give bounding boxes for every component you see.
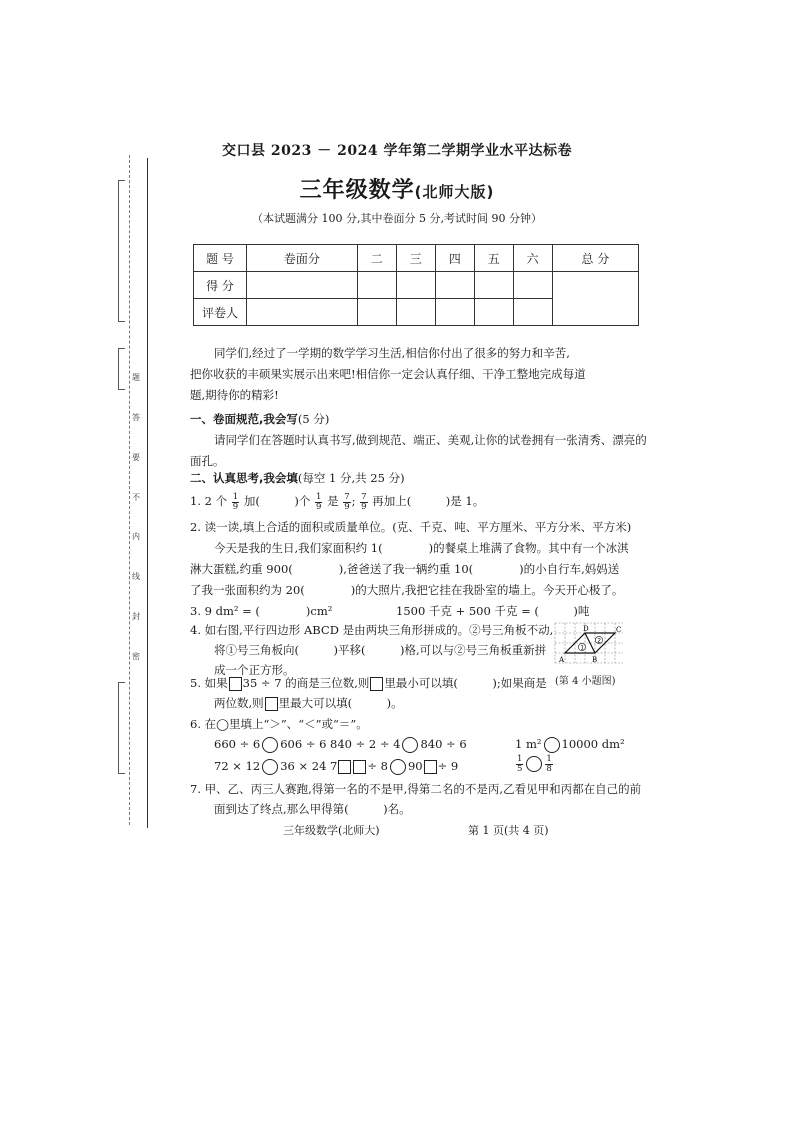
section-title: 二、认真思考,我会填 [190,471,298,485]
expr: 840 ÷ 6 [420,737,467,751]
section-points: (每空 1 分,共 25 分) [297,471,405,485]
question-1 [190,491,484,512]
subject-name: 三年级数学 [299,178,415,203]
seal-char: 封 [132,612,140,622]
table-header-cell: 五 [474,245,513,272]
section-2-heading [190,468,405,489]
table-header-cell: 卷面分 [247,245,358,272]
numerator: 7 [361,491,367,502]
expr: 606 ÷ 6 [280,737,327,751]
numerator: 1 [546,753,552,764]
intro-line: 题,期待你的精彩! [190,388,279,402]
denominator: 9 [344,501,350,512]
fraction [516,755,523,774]
q1-text: 加( )个 [243,494,311,508]
question-2-line: 淋大蛋糕,约重 900( ),爸爸送了我一辆约重 10( )的小自行车,妈妈送 [190,562,620,576]
table-header-cell: 总 分 [552,245,638,272]
seal-char: 内 [132,532,140,542]
expr: 72 × 12 [214,759,261,773]
q5-text: 里最小可以填( );如果商是 [384,676,547,690]
section-1-text: 面孔。 [190,454,225,468]
expr: 840 ÷ 2 ÷ 4 [330,737,401,751]
footer-subject: 三年级数学(北师大) [283,824,380,837]
expr: 7 [330,759,338,773]
compare-circle[interactable] [262,759,278,775]
section-1-heading [190,409,329,430]
label-b: B [592,656,598,664]
blank-box[interactable] [424,760,437,774]
score-cell[interactable] [357,272,396,299]
q5-text: 35 ÷ 7 的商是三位数,则 [242,676,370,690]
grader-cell[interactable] [247,299,358,326]
row-label: 得 分 [194,272,247,299]
score-cell[interactable] [247,272,358,299]
expr: 36 × 24 [280,759,327,773]
denominator: 9 [315,501,322,512]
question-4-line: 成一个正方形。 [214,663,295,677]
numerator: 1 [315,491,322,502]
denominator: 9 [361,501,367,512]
compare-circle[interactable] [526,756,542,772]
table-row [194,272,639,299]
question-7-line: 7. 甲、乙、丙三人赛跑,得第一名的不是甲,得第二名的不是丙,乙看见甲和丙都在自己的前 [190,782,642,796]
question-7-line: 面到达了终点,那么甲得第( )名。 [214,802,411,816]
score-cell[interactable] [474,272,513,299]
binding-bracket [118,348,125,390]
page-number: 第 1 页(共 4 页) [468,824,549,837]
total-score-cell[interactable] [552,272,638,326]
grader-cell[interactable] [396,299,435,326]
row-label: 评卷人 [194,299,247,326]
fraction [545,755,552,774]
score-cell[interactable] [435,272,474,299]
seal-char: 不 [132,492,140,502]
section-points: (5 分) [297,412,330,426]
blank-box[interactable] [370,677,383,691]
grid-lines [555,623,623,663]
compare-item [190,756,326,777]
q1-text: 是 [327,494,339,508]
blank-box[interactable] [265,697,278,711]
edition-label: (北师大版) [414,183,495,201]
denominator: 8 [546,763,552,774]
question-4-line: 将①号三角板向( )平移( )格,可以与②号三角板重新拼 [214,643,547,657]
fraction [315,493,322,512]
expr: 90 [407,759,423,773]
question-3-right: 1500 千克 + 500 千克 = ( )吨 [396,604,590,618]
grader-cell[interactable] [357,299,396,326]
blank-box[interactable] [353,760,366,774]
q5-text: 5. 如果 [190,676,228,690]
label-d: D [583,625,589,633]
binding-bracket [118,682,125,774]
numerator: 7 [344,491,350,502]
parallelogram-figure [553,621,625,667]
triangle-2-label: 2 [597,637,602,645]
expr: 10000 dm² [561,737,625,751]
numerator: 1 [232,491,239,502]
score-cell[interactable] [513,272,552,299]
denominator: 9 [232,501,239,512]
question-3-left: 3. 9 dm² = ( )cm² [190,604,333,618]
question-4-line: 4. 如右图,平行四边形 ABCD 是由两块三角形拼成的。②号三角板不动, [190,623,554,637]
label-a: A [559,656,565,664]
compare-circle[interactable] [262,737,278,753]
exam-info: （本试题满分 100 分,其中卷面分 5 分,考试时间 90 分钟） [252,212,542,225]
table-header-cell: 六 [513,245,552,272]
seal-char: 题 [132,373,140,382]
question-2-line: 了我一张面积约为 20( )的大照片,我把它挂在我卧室的墙上。今天开心极了。 [190,583,624,597]
triangle-1-label: 1 [580,644,585,652]
seal-char: 答 [132,412,140,422]
binding-seal-text [128,372,144,662]
table-header-cell: 四 [435,245,474,272]
section-1-text: 请同学们在答题时认真书写,做到规范、端正、美观,让你的试卷拥有一张清秀、漂亮的 [214,433,647,447]
compare-item [330,734,467,755]
score-table [193,244,639,326]
fraction [232,493,239,512]
question-2-line: 2. 读一读,填上合适的面积或质量单位。(克、千克、吨、平方厘米、平方分米、平方米) [190,520,632,534]
figure-caption: (第 4 小题图) [555,676,616,687]
section-title: 一、卷面规范,我会写 [190,412,298,426]
denominator: 5 [517,763,523,774]
grader-cell[interactable] [435,299,474,326]
q1-text: ; [351,494,356,508]
expr: 660 ÷ 6 [214,737,261,751]
question-5-line1 [190,673,547,694]
table-row [194,245,639,272]
expr: ÷ 8 [367,759,388,773]
score-cell[interactable] [396,272,435,299]
compare-circle[interactable] [544,737,560,753]
seal-char: 密 [132,651,140,661]
fraction [343,493,350,512]
blank-box[interactable] [229,677,242,691]
grader-cell[interactable] [474,299,513,326]
compare-circle[interactable] [390,759,406,775]
table-header-cell: 题 号 [194,245,247,272]
table-header-cell: 二 [357,245,396,272]
grader-cell[interactable] [513,299,552,326]
expr: ÷ 9 [437,759,459,773]
subject-title [0,173,794,204]
label-c: C [616,626,622,634]
question-6-title: 6. 在◯里填上“＞”、“＜”或“＝”。 [190,717,368,731]
fraction [360,493,367,512]
question-5-line2 [190,693,403,714]
table-header-cell: 三 [396,245,435,272]
compare-circle[interactable] [402,737,418,753]
seal-char: 要 [132,452,140,462]
expr: 1 m² [515,737,542,751]
compare-item [330,756,458,777]
compare-item [190,734,326,755]
question-2-line: 今天是我的生日,我们家面积约 1( )的餐桌上堆满了食物。其中有一个冰淇 [214,541,629,555]
q5-text: 两位数,则 [214,696,264,710]
q1-text: 1. 2 个 [190,494,228,508]
q5-text: 里最大可以填( )。 [278,696,403,710]
compare-item [515,753,554,774]
numerator: 1 [517,753,523,764]
seal-char: 线 [132,572,140,582]
binding-border-line [147,158,148,828]
blank-box[interactable] [338,760,351,774]
exam-title: 交口县 2023 － 2024 学年第二学期学业水平达标卷 [222,143,572,159]
compare-item [515,734,625,755]
intro-line: 同学们,经过了一学期的数学学习生活,相信你付出了很多的努力和辛苦, [214,346,570,360]
q1-text: 再加上( )是 1。 [372,494,485,508]
intro-line: 把你收获的丰硕果实展示出来吧!相信你一定会认真仔细、干净工整地完成每道 [190,367,586,381]
